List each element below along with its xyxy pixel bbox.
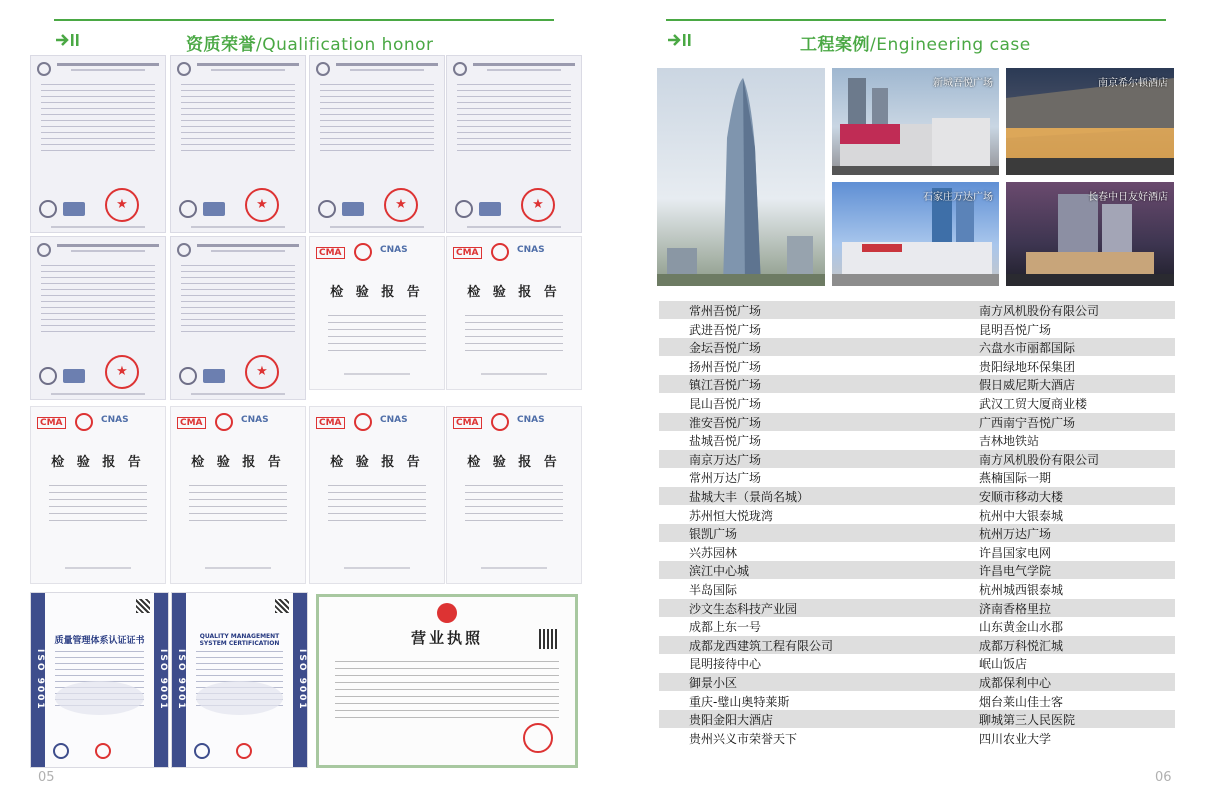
business-license-image (316, 594, 578, 768)
photo-caption: 长春中日友好酒店 (1088, 192, 1168, 203)
ccc-icon (37, 62, 51, 76)
case-right: 安顺市移动大楼 (979, 490, 1064, 504)
case-left: 南京万达广场 (689, 452, 762, 467)
iso-title: 质量管理体系认证证书 (54, 636, 145, 646)
case-left: 昆明接待中心 (689, 657, 762, 672)
qr-code-icon (539, 629, 559, 649)
report-title: 检 验 报 告 (467, 455, 561, 470)
ccc-icon (316, 62, 330, 76)
case-right: 吉林地铁站 (979, 434, 1040, 449)
cma-mark: CMA (316, 417, 345, 429)
case-right: 成都万科悦汇城 (979, 638, 1064, 653)
case-left: 盐城吾悦广场 (689, 434, 762, 449)
table-row (659, 654, 1175, 672)
ccc-icon (453, 62, 467, 76)
case-left: 武进吾悦广场 (689, 322, 762, 337)
case-left: 贵阳金阳大酒店 (689, 713, 774, 728)
table-row (659, 636, 1175, 654)
photo-shijiazhuang-wanda (832, 182, 999, 286)
seal-icon (384, 188, 418, 222)
title-en: /Qualification honor (256, 35, 434, 55)
cma-mark: CMA (37, 417, 66, 429)
report-title: 检 验 报 告 (191, 455, 285, 470)
case-left: 金坛吾悦广场 (689, 341, 762, 356)
photo-caption: 南京希尔顿酒店 (1098, 78, 1168, 89)
certificate-image (309, 55, 445, 233)
table-row (659, 506, 1175, 524)
inspection-report-image (309, 406, 445, 584)
cnas-mark: CNAS (517, 415, 545, 425)
case-left: 成都上东一号 (689, 620, 762, 635)
seal-icon (521, 188, 555, 222)
iso-side-label: ISO 9001 (293, 593, 307, 767)
iaf-icon (53, 743, 69, 759)
case-left: 沙文生态科技产业园 (689, 601, 798, 616)
ccc-icon (177, 243, 191, 257)
inspection-report-image (309, 236, 445, 390)
photo-nanjing-hilton (1006, 68, 1174, 175)
photo-caption: 石家庄万达广场 (923, 192, 993, 203)
qr-code-icon (275, 599, 289, 613)
inspection-report-image (30, 406, 166, 584)
report-title: 检 验 报 告 (467, 285, 561, 300)
case-left: 昆山吾悦广场 (689, 397, 762, 411)
seal-icon (105, 355, 139, 389)
table-row (659, 301, 1175, 319)
table-row (659, 431, 1175, 449)
case-right: 杭州城西银泰城 (979, 583, 1064, 597)
case-left: 银凯广场 (689, 527, 738, 542)
cma-mark: CMA (453, 247, 482, 259)
iso-certificate-image (30, 592, 169, 768)
iso-side-label: ISO 9001 (172, 593, 186, 767)
table-row (659, 729, 1175, 747)
case-right: 山东黄金山水郡 (979, 620, 1064, 635)
section-title-engineering (800, 30, 1031, 55)
iso-certificate-image (171, 592, 308, 768)
table-row (659, 673, 1175, 691)
certificate-image (30, 236, 166, 400)
case-right: 昆明吾悦广场 (979, 322, 1052, 337)
case-left: 半岛国际 (689, 583, 738, 597)
case-right: 燕楠国际一期 (979, 471, 1052, 486)
case-right: 南方风机股份有限公司 (979, 304, 1100, 318)
certificate-image (446, 55, 582, 233)
table-row (659, 357, 1175, 375)
table-row (659, 524, 1175, 542)
case-right: 广西南宁吾悦广场 (979, 415, 1076, 430)
cma-mark: CMA (316, 247, 345, 259)
case-left: 重庆-璧山奥特莱斯 (689, 694, 790, 709)
photo-caption: 新城吾悦广场 (933, 78, 993, 89)
cnas-mark: CNAS (380, 245, 408, 255)
case-left: 常州吾悦广场 (689, 304, 762, 318)
table-row (659, 617, 1175, 635)
case-left: 镇江吾悦广场 (689, 378, 762, 393)
inspection-report-image (446, 236, 582, 390)
qr-code-icon (136, 599, 150, 613)
report-title: 检 验 报 告 (330, 455, 424, 470)
iaf-icon (194, 743, 210, 759)
case-left: 盐城大丰（景尚名城） (689, 490, 810, 504)
table-row (659, 450, 1175, 468)
case-left: 兴苏园林 (689, 545, 738, 560)
photo-changchun-hotel (1006, 182, 1174, 286)
case-left: 成都龙西建筑工程有限公司 (689, 638, 834, 653)
national-emblem-icon (437, 603, 457, 623)
case-left: 苏州恒大悦珑湾 (689, 508, 774, 523)
case-right: 南方风机股份有限公司 (979, 452, 1100, 467)
cnas-mark: CNAS (517, 245, 545, 255)
case-right: 贵阳绿地环保集团 (979, 359, 1076, 374)
title-zh: 工程案例 (800, 35, 870, 55)
certificate-image (30, 55, 166, 233)
case-left: 御景小区 (689, 676, 738, 690)
page-number-right: 06 (1155, 770, 1172, 785)
table-row (659, 710, 1175, 728)
table-row (659, 375, 1175, 393)
report-title: 检 验 报 告 (330, 285, 424, 300)
inspection-report-image (446, 406, 582, 584)
section-title-qualification (186, 30, 434, 55)
case-left: 扬州吾悦广场 (689, 359, 762, 374)
report-title: 检 验 报 告 (51, 455, 145, 470)
case-right: 许昌电气学院 (979, 564, 1052, 579)
case-right: 杭州万达广场 (979, 527, 1052, 542)
arrow-icon (668, 33, 698, 47)
inspection-report-image (170, 406, 306, 584)
table-row (659, 487, 1175, 505)
table-row (659, 580, 1175, 598)
iso-title: QUALITY MANAGEMENT SYSTEM CERTIFICATION (199, 633, 280, 647)
case-right: 六盘水市丽都国际 (979, 341, 1076, 356)
case-right: 成都保利中心 (979, 676, 1052, 690)
case-left: 常州万达广场 (689, 471, 762, 486)
case-left: 淮安吾悦广场 (689, 415, 762, 430)
title-zh: 资质荣誉 (186, 35, 256, 55)
case-right: 武汉工贸大厦商业楼 (979, 397, 1088, 411)
ccc-icon (37, 243, 51, 257)
table-row (659, 468, 1175, 486)
table-row (659, 338, 1175, 356)
case-right: 假日威尼斯大酒店 (979, 378, 1076, 393)
case-right: 岷山饭店 (979, 657, 1028, 672)
case-left: 滨江中心城 (689, 564, 750, 579)
case-left: 贵州兴义市荣誉天下 (689, 731, 798, 746)
cnas-mark: CNAS (241, 415, 269, 425)
cnas-mark: CNAS (101, 415, 129, 425)
table-row (659, 599, 1175, 617)
case-right: 杭州中大银泰城 (979, 508, 1064, 523)
table-row (659, 543, 1175, 561)
case-right: 济南香格里拉 (979, 601, 1052, 616)
case-right: 聊城第三人民医院 (979, 713, 1076, 728)
left-header-rule (54, 19, 554, 21)
table-row (659, 561, 1175, 579)
certificate-image (170, 236, 306, 400)
page-number-left: 05 (38, 770, 55, 785)
photo-xincheng-wuyue (832, 68, 999, 175)
iso-side-label: ISO 9001 (154, 593, 168, 767)
table-row (659, 394, 1175, 412)
badge-icon (95, 743, 111, 759)
case-right: 四川农业大学 (979, 731, 1052, 746)
title-en: /Engineering case (870, 35, 1031, 55)
ccc-icon (177, 62, 191, 76)
license-title: 营业执照 (410, 629, 483, 647)
table-row (659, 413, 1175, 431)
seal-icon (245, 188, 279, 222)
iso-side-label: ISO 9001 (31, 593, 45, 767)
seal-icon (523, 723, 553, 753)
table-row (659, 692, 1175, 710)
arrow-icon (56, 33, 86, 47)
certificate-image (170, 55, 306, 233)
seal-icon (245, 355, 279, 389)
photo-skyscraper (657, 68, 825, 286)
badge-icon (236, 743, 252, 759)
cma-mark: CMA (177, 417, 206, 429)
cnas-mark: CNAS (380, 415, 408, 425)
seal-icon (105, 188, 139, 222)
right-header-rule (666, 19, 1166, 21)
table-row (659, 320, 1175, 338)
case-right: 许昌国家电网 (979, 545, 1052, 560)
case-right: 烟台莱山佳士客 (979, 694, 1064, 709)
cma-mark: CMA (453, 417, 482, 429)
